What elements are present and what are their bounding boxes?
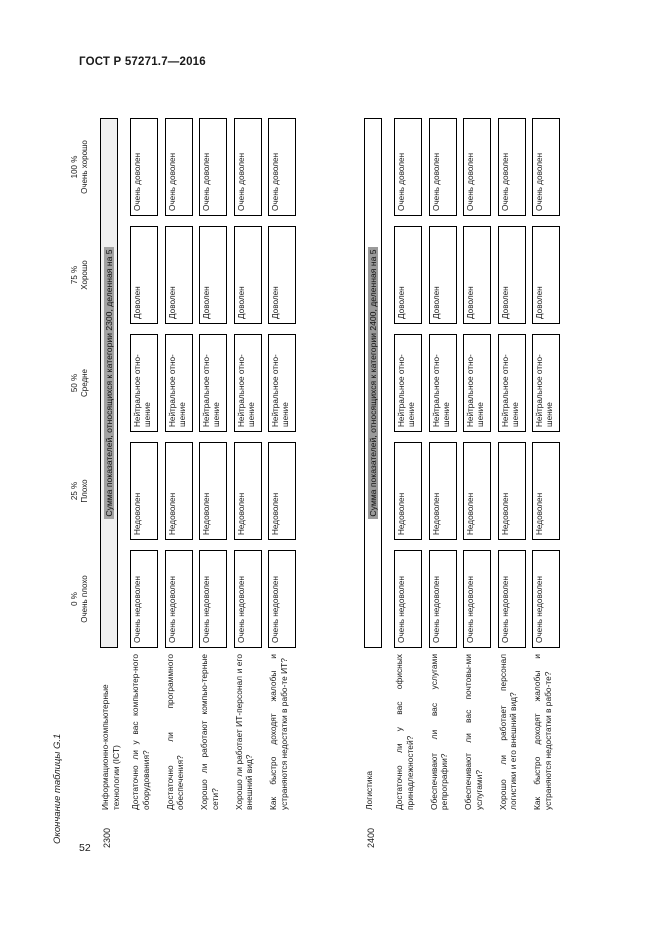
answer-option-box: Доволен <box>394 226 422 324</box>
question-text: Хорошо ли работает персонал логистики и его внешний вид? <box>497 654 519 810</box>
scale-heading <box>70 328 90 438</box>
answer-option-box: Доволен <box>463 226 491 324</box>
answer-option-box: Недоволен <box>429 442 457 540</box>
answer-option-box: Очень доволен <box>199 118 227 216</box>
answer-option-box: Недоволен <box>199 442 227 540</box>
answer-option-box: Нейтральное отно-шение <box>268 334 296 432</box>
answer-option-box: Очень недоволен <box>498 550 526 648</box>
answer-option-box: Доволен <box>130 226 158 324</box>
answer-option-box: Доволен <box>268 226 296 324</box>
answer-option-box: Доволен <box>165 226 193 324</box>
answer-option-box: Очень недоволен <box>429 550 457 648</box>
answer-option-box: Нейтральное отно-шение <box>165 334 193 432</box>
answer-option-box: Нейтральное отно-шение <box>463 334 491 432</box>
answer-option-box: Очень доволен <box>463 118 491 216</box>
answer-option-box: Нейтральное отно-шение <box>498 334 526 432</box>
category-sum-text: Сумма показателей, относящихся к категории 2300, деленная на 5 <box>104 249 114 517</box>
answer-option-box: Очень доволен <box>498 118 526 216</box>
answer-option-box: Нейтральное отно-шение <box>234 334 262 432</box>
answer-option-box: Очень доволен <box>394 118 422 216</box>
answer-option-box: Доволен <box>498 226 526 324</box>
section-title: Информационно-компьютерные технологии (ICT) <box>100 684 121 810</box>
rotated-table <box>50 88 610 848</box>
answer-option-box: Недоволен <box>130 442 158 540</box>
scale-percent: 50 % <box>70 373 79 393</box>
section-code: 2400 <box>366 827 376 848</box>
section-code: 2300 <box>102 827 112 848</box>
page-header: ГОСТ Р 57271.7—2016 <box>79 56 206 68</box>
answer-option-box: Нейтральное отно-шение <box>199 334 227 432</box>
category-sum-box <box>100 118 118 648</box>
answer-option-box: Доволен <box>532 226 560 324</box>
answer-option-box: Недоволен <box>532 442 560 540</box>
answer-option-box: Недоволен <box>498 442 526 540</box>
answer-option-box: Недоволен <box>234 442 262 540</box>
answer-option-box: Недоволен <box>268 442 296 540</box>
question-text: Хорошо ли работают компью-терные сети? <box>199 654 220 810</box>
scale-heading <box>70 544 90 654</box>
scale-label: Хорошо <box>80 260 89 290</box>
answer-option-box: Очень недоволен <box>394 550 422 648</box>
answer-option-box: Нейтральное отно-шение <box>429 334 457 432</box>
answer-option-box: Доволен <box>429 226 457 324</box>
answer-option-box: Очень недоволен <box>532 550 560 648</box>
question-text: Как быстро доходят жалобы и устраняются недостатки в рабо-те? <box>532 654 553 810</box>
answer-option-box: Доволен <box>234 226 262 324</box>
answer-option-box: Очень доволен <box>165 118 193 216</box>
category-sum-text: Сумма показателей, относящихся к категории 2400, деленная на 5 <box>368 249 378 517</box>
scale-percent: 75 % <box>70 265 79 285</box>
answer-option-box: Очень доволен <box>130 118 158 216</box>
answer-option-box: Недоволен <box>463 442 491 540</box>
answer-option-box: Очень недоволен <box>199 550 227 648</box>
page-number: 52 <box>79 842 91 854</box>
answer-option-box: Очень недоволен <box>165 550 193 648</box>
scale-label: Средне <box>80 368 89 398</box>
scale-label: Очень хорошо <box>80 140 89 194</box>
answer-option-box: Очень недоволен <box>268 550 296 648</box>
question-text: Достаточно ли у вас офисных принадлежностей? <box>394 654 415 810</box>
answer-option-box: Очень недоволен <box>463 550 491 648</box>
answer-option-box: Очень доволен <box>429 118 457 216</box>
question-text: Обеспечивают ли вас услугами репрографии? <box>428 654 450 810</box>
question-text: Достаточно ли у вас компьютер-ного оборудования? <box>130 654 151 810</box>
question-text: Обеспечивают ли вас почтовы-ми услугами? <box>463 654 484 810</box>
scale-percent: 0 % <box>70 592 79 606</box>
scale-percent: 25 % <box>70 481 79 501</box>
category-sum-box <box>364 118 382 648</box>
question-text: Хорошо ли работает ИТ-персонал и его внешний вид? <box>233 654 255 810</box>
scale-heading <box>70 112 90 222</box>
question-text: Достаточно ли программного обеспечения? <box>164 654 186 810</box>
answer-option-box: Доволен <box>199 226 227 324</box>
scale-percent: 100 % <box>70 155 79 179</box>
question-text: Как быстро доходят жалобы и устраняются недостатки в рабо-те ИТ? <box>268 654 289 810</box>
answer-option-box: Недоволен <box>394 442 422 540</box>
scale-label: Плохо <box>80 479 89 503</box>
answer-option-box: Нейтральное отно-шение <box>130 334 158 432</box>
answer-option-box: Очень доволен <box>532 118 560 216</box>
answer-option-box: Нейтральное отно-шение <box>394 334 422 432</box>
answer-option-box: Очень недоволен <box>234 550 262 648</box>
answer-option-box: Очень доволен <box>268 118 296 216</box>
scale-heading <box>70 220 90 330</box>
answer-option-box: Очень недоволен <box>130 550 158 648</box>
scale-heading <box>70 436 90 546</box>
answer-option-box: Нейтральное отно-шение <box>532 334 560 432</box>
answer-option-box: Очень доволен <box>234 118 262 216</box>
table-caption: Окончание таблицы G.1 <box>52 733 63 844</box>
section-title: Логистика <box>364 770 374 810</box>
answer-option-box: Недоволен <box>165 442 193 540</box>
scale-label: Очень плохо <box>80 575 89 623</box>
